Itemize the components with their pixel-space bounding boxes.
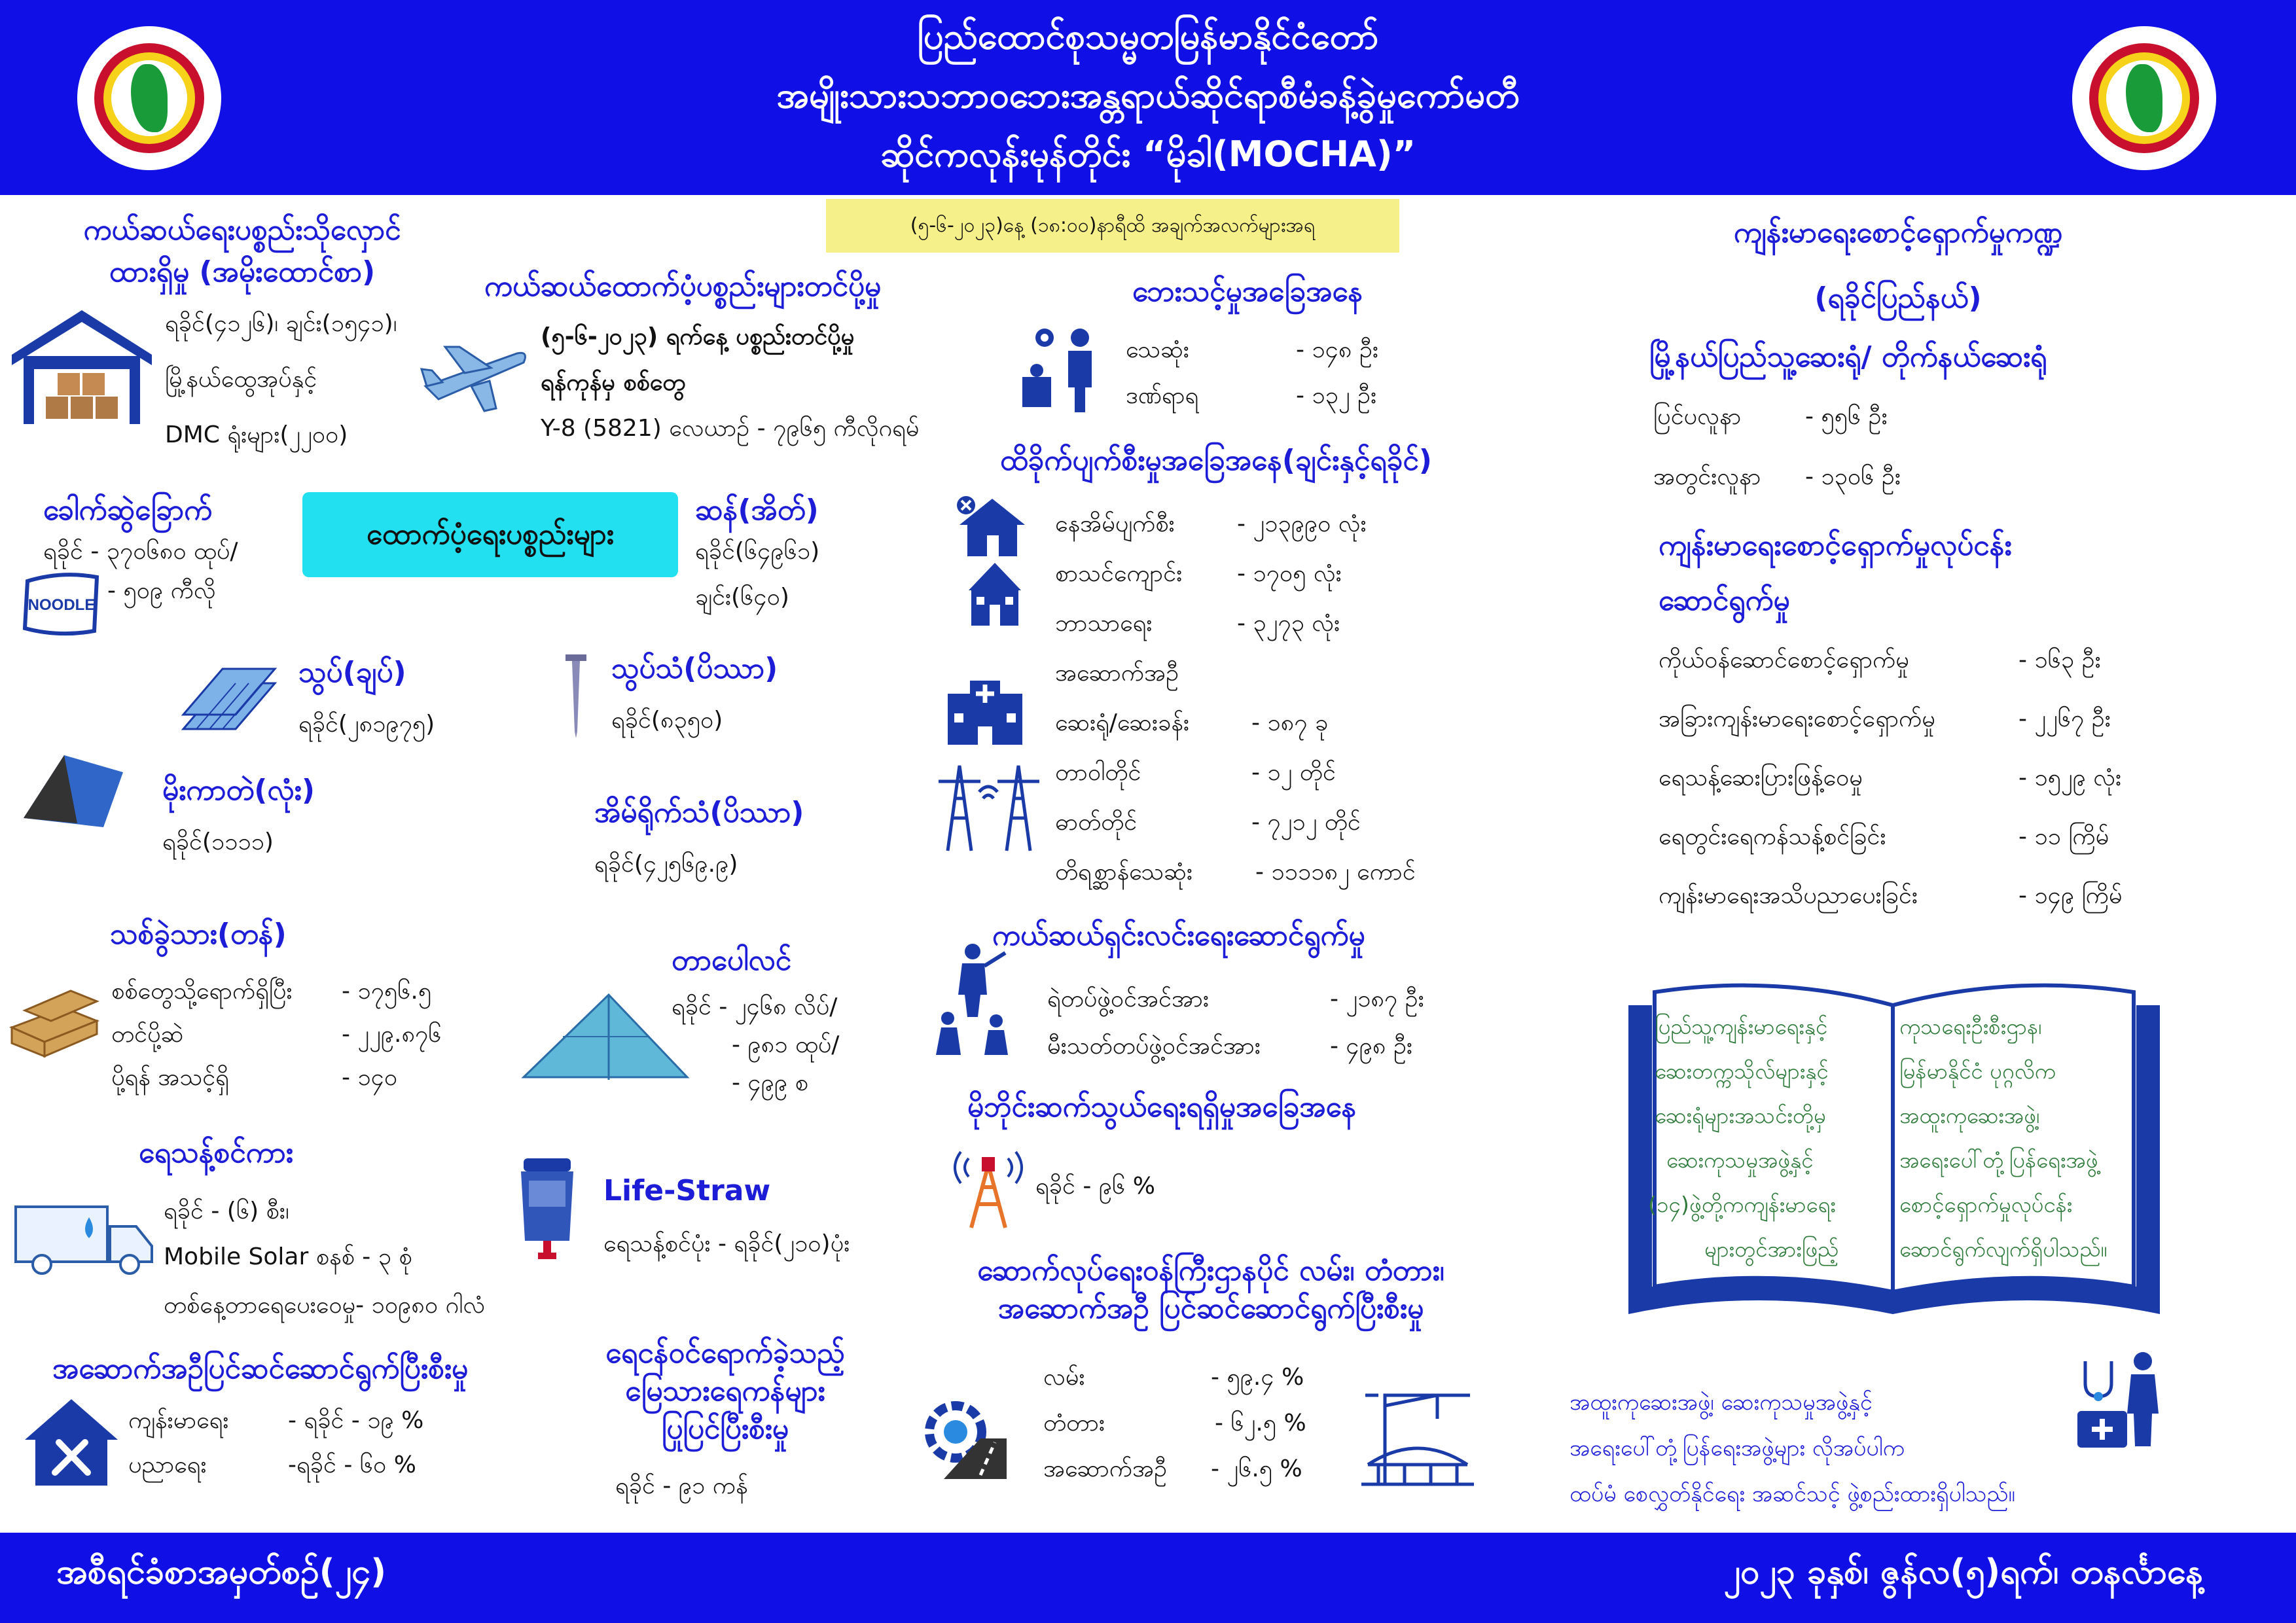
logo-left [77,26,221,170]
tarp-title: မိုးကာတဲ(လုံး) [162,774,315,807]
construction-row2-label: တံတား [1043,1410,1105,1436]
health-team-row1-value: - ၅၅၆ ဦး [1805,403,1888,430]
telecom-title: မိုဘိုင်းဆက်သွယ်ရေးရရှိမှုအခြေအနေ [967,1090,1357,1124]
rescue-row1-label: ရဲတပ်ဖွဲ့ဝင်အင်အား [1047,986,1210,1012]
book-right-line2: မြန်မာနိုင်ငံ ပုဂ္ဂလိက [1899,1058,2056,1084]
damage-row5-label: ဆေးရုံ/ဆေးခန်း [1055,709,1189,736]
doctor-medkit-icon [2072,1348,2170,1453]
water-machine-line1: ရခိုင် - (၆) စီး၊ [164,1198,289,1224]
ponds-title-3: ပြုပြင်ပြီးစီးမှု [661,1412,789,1446]
book-left-line6: များတွင်အားဖြည့် [1704,1236,1839,1262]
construction-row1-value: - ၅၉.၄ % [1211,1364,1304,1391]
supply-label-box: ထောက်ပံ့ရေးပစ္စည်းများ [302,492,678,577]
lifestraw-title: Life-Straw [603,1174,771,1207]
damage-row2-label: စာသင်ကျောင်း [1055,560,1183,587]
damage-row6-label: တာဝါတိုင် [1055,759,1141,786]
construction-title-1: ဆောက်လုပ်ရေးဝန်ကြီးဌာနပိုင် လမ်း၊ တံတား၊ [977,1254,1444,1287]
house-tools-icon [22,1397,120,1488]
header-title-line3: ဆိုင်ကလုန်းမုန်တိုင်း “မိုခါ(MOCHA)” [880,134,1416,175]
relief-storage-line1: ရခိုင်(၄၁၂၆)၊ ချင်း(၁၅၄၁)၊ [165,310,397,337]
construction-title-2: အဆောက်အဦ ပြင်ဆင်ဆောင်ရွက်ပြီးစီးမှု [997,1292,1424,1325]
telecom-line1: ရခိုင် - ၉၆ % [1035,1173,1155,1200]
crane-bridge-icon [1359,1386,1477,1491]
timber-row2-label: တင်ပို့ဆဲ [111,1021,184,1048]
nails-title: သွပ်သံ(ပိဿာ) [611,652,778,685]
construction-row3-label: အဆောက်အဦ [1043,1455,1168,1482]
relief-storage-line3: DMC ရုံးများ(၂၂၀၀) [165,421,348,448]
school-icon [962,558,1028,630]
tarp-line1: ရခိုင်(၁၁၁၁) [162,829,274,855]
book-left-line5: (၁၄)ဖွဲ့တို့ကကျန်းမာရေး [1648,1192,1836,1217]
damage-row3-label: ဘာသာရေး [1055,610,1153,637]
relief-storage-title-2: ထားရှိမှု (အမိုးထောင်စာ) [109,255,376,289]
health-team-subtitle: မြို့နယ်ပြည်သူ့ဆေးရုံ/ တိုက်နယ်ဆေးရုံ [1649,340,2047,374]
health-services-row5-value: - ၁၄၉ ကြိမ် [2018,882,2123,909]
nail-icon [563,651,589,742]
note-line2: အရေးပေါ်တုံ့ပြန်ရေးအဖွဲ့များ လိုအပ်ပါက [1570,1435,1905,1461]
rescue-workers-icon [922,940,1020,1058]
house-nails-title: အိမ်ရိုက်သံ(ပိဿာ) [594,796,804,829]
book-right-line5: စောင့်ရှောက်မှုလုပ်ငန်း [1899,1192,2073,1217]
tent-line3: - ၄၉၉ စ [732,1069,808,1096]
book-left-line1: ပြည်သူ့ကျန်းမာရေးနှင့် [1655,1014,1828,1039]
book-right-line6: ဆောင်ရွက်လျက်ရှိပါသည်။ [1899,1236,2108,1262]
note-line1: အထူးကုဆေးအဖွဲ့၊ ဆေးကုသမှုအဖွဲ့နှင့် [1570,1389,1873,1416]
book-right-line3: အထူးကုဆေးအဖွဲ့၊ [1899,1103,2040,1128]
cell-tower-icon [949,1145,1028,1230]
noodle-title: ခေါက်ဆွဲခြောက် [43,493,213,527]
casualties-row1-value: - ၁၄၈ ဦး [1296,336,1379,363]
health-services-row2-value: - ၂၂၆၇ ဦး [2018,705,2111,732]
ponds-title-2: မြေသားရေကန်များ [625,1374,825,1408]
health-services-row4-label: ရေတွင်းရေကန်သန့်စင်ခြင်း [1659,823,1886,850]
damage-row3-value: - ၃၂၇၃ လုံး [1237,610,1340,637]
rice-line2: ချင်း(၆၄၀) [695,584,789,611]
tent-icon [18,746,130,831]
note-line3: ထပ်မံ စေလွှတ်နိုင်ရေး အဆင်သင့် ဖွဲ့စည်းထားရှိပါသည်။ [1570,1481,2015,1507]
noodle-line2: - ၅၀၉ ကီလို [107,577,216,604]
damage-row1-label: နေအိမ်ပျက်စီး [1055,510,1175,537]
water-machine-title: ရေသန့်စင်ကား [139,1136,293,1169]
warehouse-icon [9,308,154,425]
airplane-icon [419,340,530,412]
damage-title: ထိခိုက်ပျက်စီးမှုအခြေအနေ(ချင်းနှင့်ရခိုင်) [1000,444,1432,477]
book-right-line1: ကုသရေးဦးစီးဌာန၊ [1899,1014,2042,1039]
rebuild-row2-label: ပညာရေး [128,1452,207,1478]
damage-row2-value: - ၁၇၀၅ လုံး [1237,560,1342,587]
noodle-pack-icon [22,568,101,640]
construction-row2-value: - ၆၂.၅ % [1215,1410,1306,1436]
header-title-line2: အမျိုးသားသဘာဝဘေးအန္တရာယ်ဆိုင်ရာစီမံခန့်ခွဲမှုကော်မတီ [776,75,1520,116]
book-left-line4: ဆေးကုသမှုအဖွဲ့နှင့် [1666,1147,1814,1173]
logo-right [2072,26,2216,170]
health-team-title-2: (ရခိုင်ပြည်နယ်) [1814,281,1982,315]
rescue-title: ကယ်ဆယ်ရှင်းလင်းရေးဆောင်ရွက်မှု [992,919,1365,952]
construction-row3-value: - ၂၆.၅ % [1211,1455,1302,1482]
damage-row5-value: - ၁၈၇ ခု [1251,709,1329,736]
health-team-row2-value: - ၁၃၀၆ ဦး [1805,463,1901,490]
nails-line1: ရခိုင်(၈၃၅၀) [611,707,723,734]
casualty-person-icon [1017,325,1102,414]
casualties-row1-label: သေဆုံး [1126,336,1189,363]
airlift-line2: ရန်ကုန်မှ စစ်တွေ [541,369,686,396]
health-team-row2-label: အတွင်းလူနာ [1653,463,1761,490]
rebuild-row2-value: -ရခိုင် - ၆၀ % [288,1452,416,1478]
damage-row7-value: - ၇၂၁၂ တိုင် [1251,809,1361,836]
casualties-title: ဘေးသင့်မှုအခြေအနေ [1132,275,1363,308]
road-gear-icon [918,1397,1016,1482]
damage-row4-label: အဆောက်အဦ [1055,660,1179,687]
roofing-title: သွပ်(ချပ်) [298,656,406,689]
noodle-line1: ရခိုင် - ၃၇၀၆၈၀ ထုပ်/ [43,538,238,565]
lifestraw-line1: ရေသန့်စင်ပုံး - ရခိုင်(၂၁၀)ပုံး [603,1230,850,1257]
damage-row7-label: ဓာတ်တိုင် [1055,809,1138,836]
timber-title: သစ်ခွဲသား(တန်) [110,918,287,951]
house-nails-line1: ရခိုင်(၄၂၅၆၉.၉) [594,851,738,878]
airlift-line1: (၅-၆-၂၀၂၃) ရက်နေ့ ပစ္စည်းတင်ပို့မှု [541,323,855,350]
casualties-row2-label: ဒဏ်ရာရ [1126,382,1199,409]
health-services-title-1: ကျန်းမာရေးစောင့်ရှောက်မှုလုပ်ငန်း [1659,529,2012,562]
water-truck-icon [12,1198,156,1276]
book-left-line3: ဆေးရုံများအသင်းတို့မှ [1655,1103,1826,1128]
health-services-title-2: ဆောင်ရွက်မှု [1659,584,1790,617]
rescue-row2-label: မီးသတ်တပ်ဖွဲ့ဝင်အင်အား [1047,1033,1261,1060]
health-team-title-1: ကျန်းမာရေးစောင့်ရှောက်မှုကဏ္ဍ [1733,216,2063,249]
damage-row8-label: တိရစ္ဆာန်သေဆုံး [1055,859,1193,885]
roofing-line1: ရခိုင်(၂၈၁၉၇၅) [298,711,435,738]
rice-line1: ရခိုင်(၆၄၉၆၁) [695,538,820,565]
relief-storage-title-1: ကယ်ဆယ်ရေးပစ္စည်းသိုလှောင် [83,213,401,247]
tarpaulin-icon [517,982,694,1086]
damage-row6-value: - ၁၂ တိုင် [1251,759,1336,786]
health-services-row3-label: ရေသန့်ဆေးပြားဖြန့်ဝေမှု [1659,764,1863,791]
header-title-line1: ပြည်ထောင်စုသမ္မတမြန်မာနိုင်ငံတော် [917,16,1379,57]
damaged-house-icon [953,492,1025,558]
casualties-row2-value: - ၁၃၂ ဦး [1296,382,1377,409]
ponds-line1: ရခိုင် - ၉၁ ကန် [615,1472,748,1499]
noodle-pack-text: NOODLE [27,596,96,614]
rebuild-title: အဆောက်အဦပြင်ဆင်ဆောင်ရွက်ပြီးစီးမှု [52,1352,469,1385]
water-machine-line2: Mobile Solar စနစ် - ၃ စုံ [164,1243,412,1270]
footer-report-number: အစီရင်ခံစာအမှတ်စဉ်(၂၄) [56,1552,387,1592]
damage-row1-value: - ၂၁၃၉၉၀ လုံး [1237,510,1367,537]
power-tower-icon [928,759,1046,853]
ponds-title-1: ရေငန်ဝင်ရောက်ခဲ့သည့် [605,1336,845,1370]
damage-row8-value: - ၁၁၁၁၈၂ ကောင် [1255,859,1416,885]
date-banner: (၅-၆-၂၀၂၃)နေ့ (၁၈:၀၀)နာရီထိ အချက်အလက်များအရ [826,199,1399,253]
timber-row1-label: စစ်တွေသို့ရောက်ရှိပြီး [111,978,293,1005]
relief-storage-line2: မြို့နယ်ထွေအုပ်နှင့် [165,366,317,393]
construction-row1-label: လမ်း [1043,1364,1085,1391]
tent-line1: ရခိုင် - ၂၄၆၈ လိပ်/ [672,993,838,1020]
health-services-row1-label: ကိုယ်ဝန်ဆောင်စောင့်ရှောက်မှု [1659,647,1909,673]
health-services-row4-value: - ၁၁ ကြိမ် [2018,823,2109,850]
health-services-row2-label: အခြားကျန်းမာရေးစောင့်ရှောက်မှု [1659,705,1935,732]
airlift-title: ကယ်ဆယ်ထောက်ပံ့ပစ္စည်းများတင်ပို့မှု [484,270,882,303]
health-services-row1-value: - ၁၆၃ ဦး [2018,647,2101,673]
timber-icon [5,982,103,1060]
roofing-sheets-icon [177,657,281,742]
rescue-row2-value: - ၄၉၈ ဦး [1330,1033,1413,1060]
rebuild-row1-value: - ရခိုင် - ၁၉ % [288,1407,424,1434]
rice-title: ဆန်(အိတ်) [695,493,819,527]
airlift-line3: Y-8 (5821) လေယာဉ် - ၇၉၆၅ ကီလိုဂရမ် [541,415,920,442]
footer-date: ၂၀၂၃ ခုနှစ်၊ ဇွန်လ(၅)ရက်၊ တနင်္လာနေ့ [1723,1552,2203,1592]
book-right-line4: အရေးပေါ်တုံ့ပြန်ရေးအဖွဲ့ [1899,1147,2098,1173]
book-left-line2: ဆေးတက္ကသိုလ်များနှင့် [1655,1058,1829,1084]
tent-line2: - ၉၈၁ ထုပ်/ [732,1031,840,1058]
lifestraw-bucket-icon [514,1152,580,1263]
health-team-row1-label: ပြင်ပလူနာ [1653,403,1742,430]
timber-row3-value: - ၁၄၀ [342,1064,398,1091]
timber-row2-value: - ၂၂၉.၈၇၆ [342,1021,442,1048]
rebuild-row1-label: ကျန်းမာရေး [128,1407,229,1434]
health-services-row3-value: - ၁၅၂၉ လုံး [2018,764,2122,791]
tent-title: တာပေါလင် [672,944,792,977]
water-machine-line3: တစ်နေ့တာရေပေးဝေမှု- ၁၀၉၈၀ ဂါလံ [164,1292,486,1319]
health-services-row5-label: ကျန်းမာရေးအသိပညာပေးခြင်း [1659,882,1918,909]
timber-row1-value: - ၁၇၅၆.၅ [342,978,432,1005]
hospital-icon [942,675,1028,747]
timber-row3-label: ပို့ရန် အသင့်ရှိ [111,1064,229,1091]
rescue-row1-value: - ၂၁၈၇ ဦး [1330,986,1424,1012]
